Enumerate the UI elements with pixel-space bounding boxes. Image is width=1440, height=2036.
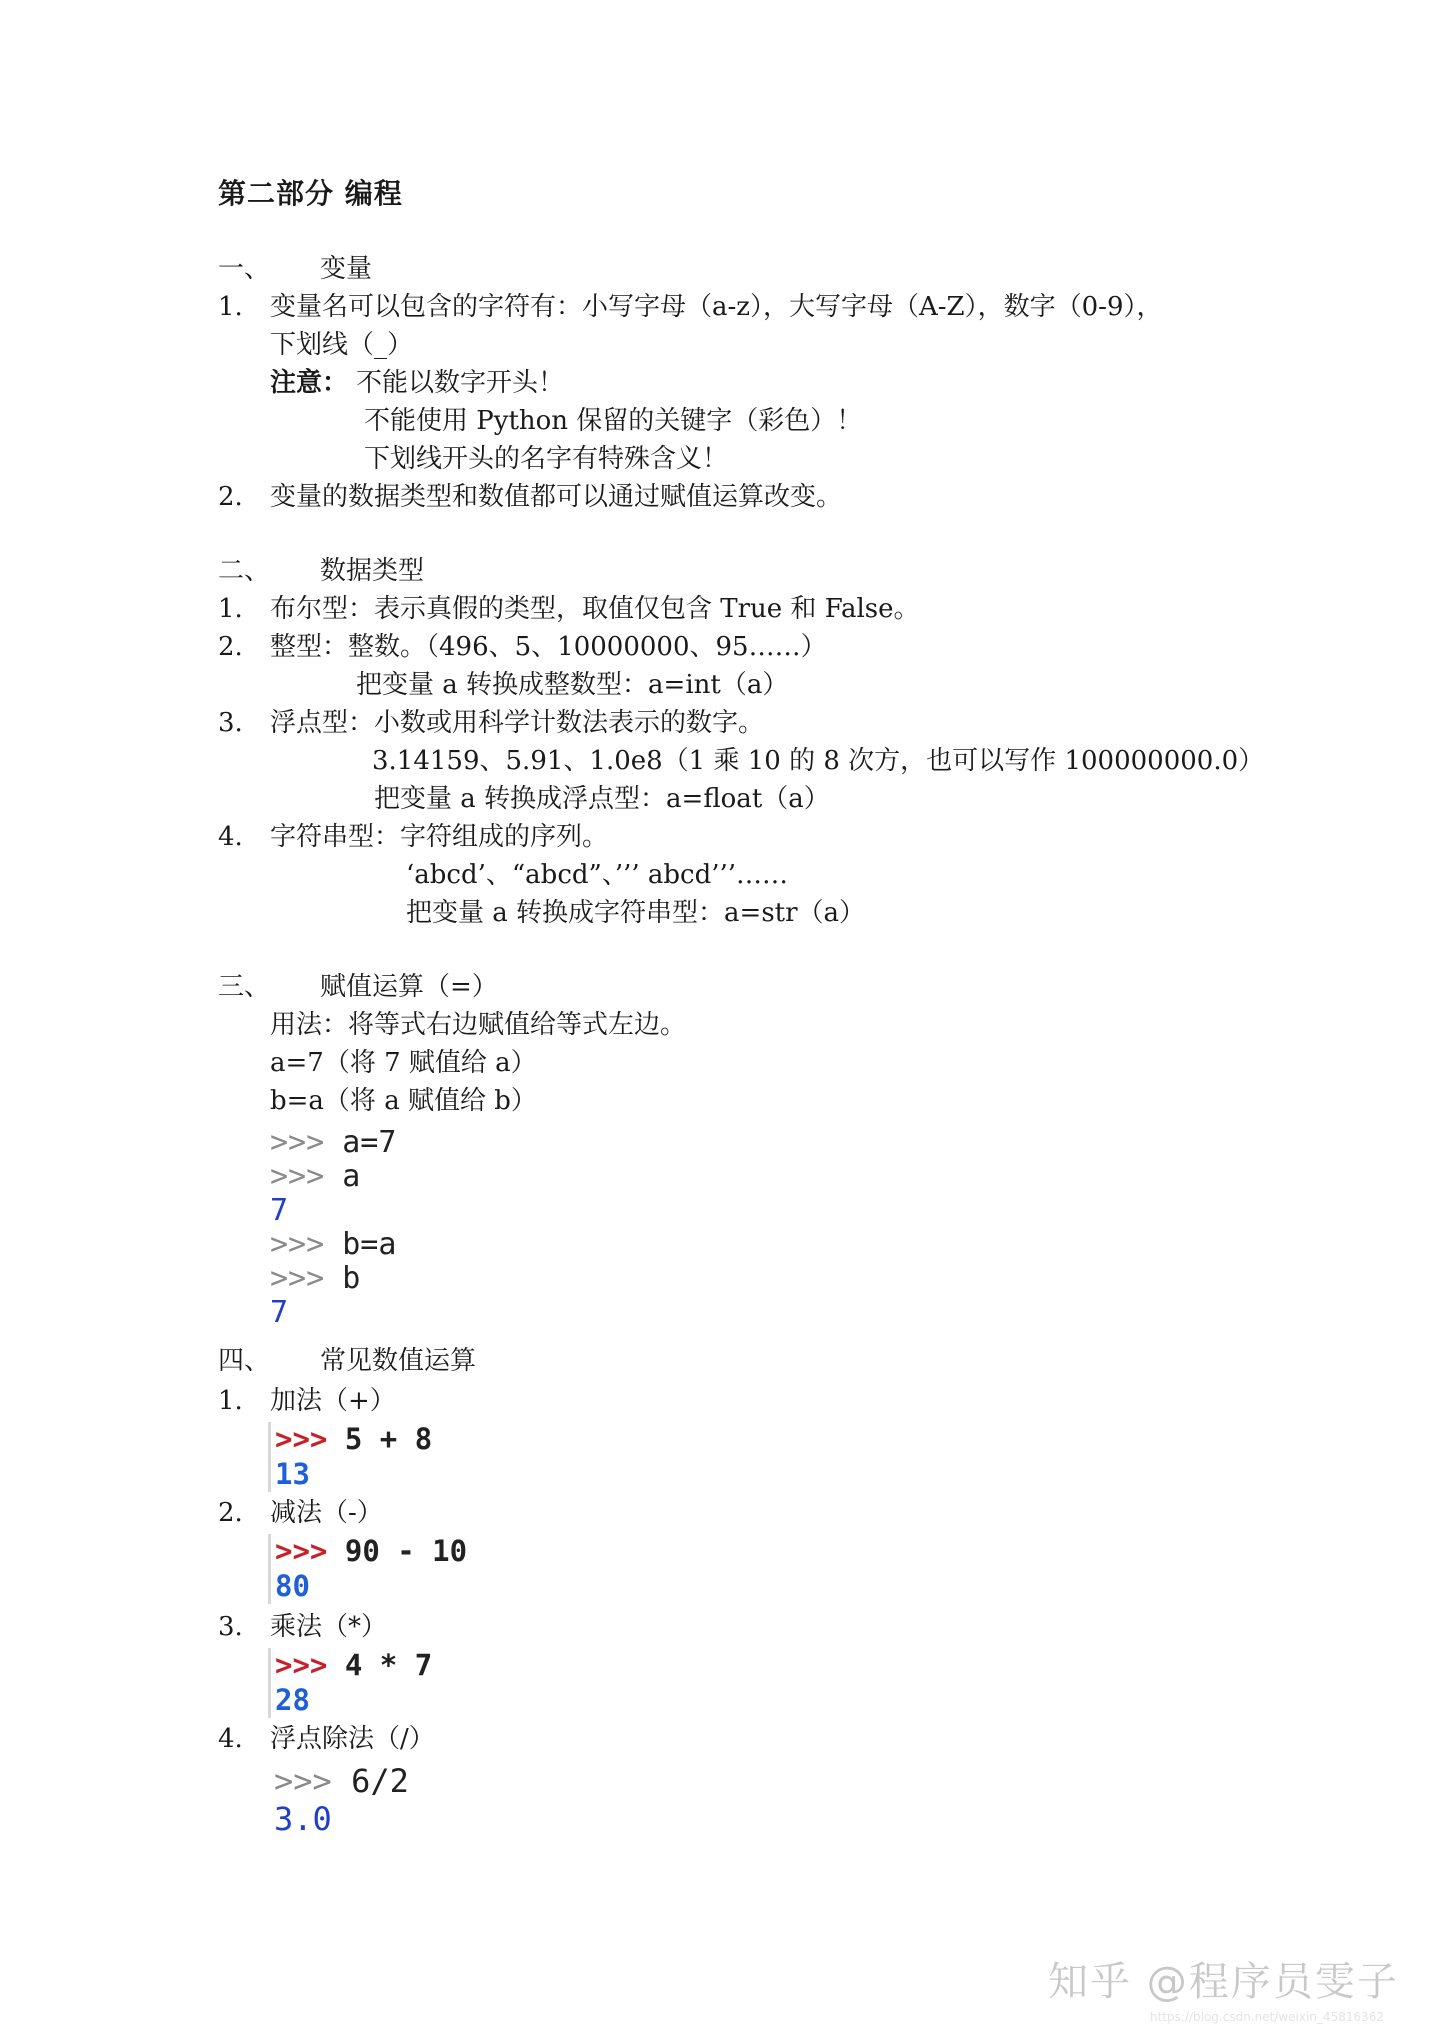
shell-prompt: >>> [270,1227,325,1262]
list-number: 2. [218,482,243,512]
example-text: a=7（将 7 赋值给 a） [270,1048,537,1078]
code-input: 4 * 7 [344,1648,433,1682]
page-title: 第二部分 编程 [218,177,403,210]
section-number: 四、 [218,1346,271,1376]
list-item-text: 浮点型：小数或用科学计数法表示的数字。 [270,708,765,738]
shell-line [270,1126,396,1160]
shell-output: 3.0 [274,1800,332,1838]
shell-code: a=7 [342,1125,397,1160]
code-block [268,1422,432,1492]
sub-text: 把变量 a 转换成字符串型：a=str（a） [406,898,866,928]
shell-code: a [342,1159,361,1194]
watermark: 知乎 @程序员雯子 [1048,1959,1399,2005]
shell-snippet [274,1762,409,1838]
list-item-text: 变量名可以包含的字符有：小写字母（a-z），大写字母（A-Z），数字（0-9）， [270,292,1163,322]
list-number: 2. [218,1498,243,1528]
section-heading: 赋值运算（=） [320,972,498,1002]
list-number: 4. [218,822,243,852]
watermark-url: https://blog.csdn.net/weixin_45816362 [1150,2010,1385,2024]
list-number: 1. [218,292,243,322]
section-number: 一、 [218,254,271,284]
shell-line [270,1160,396,1194]
list-number: 1. [218,1386,243,1416]
list-number: 2. [218,632,243,662]
list-number: 1. [218,594,243,624]
shell-code: 6/2 [351,1762,409,1800]
section-number: 二、 [218,556,271,586]
op-label: 减法（-） [270,1498,383,1528]
shell-code: b [342,1261,361,1296]
code-output: 28 [275,1683,310,1717]
op-label: 乘法（*） [270,1612,388,1642]
shell-prompt: >>> [274,1762,332,1800]
section-number: 三、 [218,972,271,1002]
code-prompt: >>> [275,1534,328,1568]
note-text: 不能以数字开头！ [356,368,565,398]
note-text: 不能使用 Python 保留的关键字（彩色）！ [364,406,863,436]
code-input: 90 - 10 [344,1534,468,1568]
note-label: 注意： [270,368,349,398]
sub-text: 把变量 a 转换成整数型：a=int（a） [356,670,789,700]
list-item-text: 变量的数据类型和数值都可以通过赋值运算改变。 [270,482,843,512]
op-label: 加法（+） [270,1386,396,1416]
list-number: 4. [218,1724,243,1754]
list-number: 3. [218,708,243,738]
section-heading: 数据类型 [320,556,425,586]
sub-text: ‘abcd’、“abcd”、’’’ abcd’’’…… [406,860,789,890]
sub-text: 把变量 a 转换成浮点型：a=float（a） [374,784,830,814]
shell-line [270,1262,396,1296]
code-output: 80 [275,1569,310,1603]
shell-line [270,1228,396,1262]
section-heading: 常见数值运算 [320,1346,477,1376]
example-text: b=a（将 a 赋值给 b） [270,1086,537,1116]
shell-output: 7 [270,1295,289,1330]
shell-code: b=a [342,1227,397,1262]
op-label: 浮点除法（/） [270,1724,435,1754]
sub-text: 3.14159、5.91、1.0e8（1 乘 10 的 8 次方，也可以写作 100000000.0） [372,746,1265,776]
code-input: 5 + 8 [344,1422,433,1456]
code-block [268,1648,432,1718]
list-item-text-cont: 下划线（_） [270,330,414,360]
code-prompt: >>> [275,1648,328,1682]
note-text: 下划线开头的名字有特殊含义！ [364,444,729,474]
shell-prompt: >>> [270,1159,325,1194]
shell-snippet [270,1126,396,1330]
usage-text: 用法：将等式右边赋值给等式左边。 [270,1010,687,1040]
list-item-text: 布尔型：表示真假的类型，取值仅包含 True 和 False。 [270,594,920,624]
shell-prompt: >>> [270,1125,325,1160]
code-output: 13 [275,1457,310,1491]
shell-prompt: >>> [270,1261,325,1296]
section-heading: 变量 [320,254,373,284]
shell-output: 7 [270,1193,289,1228]
list-item-text: 整型：整数。（496、5、10000000、95……） [270,632,827,662]
list-item-text: 字符串型：字符组成的序列。 [270,822,609,852]
code-block [268,1534,467,1604]
list-number: 3. [218,1612,243,1642]
code-prompt: >>> [275,1422,328,1456]
